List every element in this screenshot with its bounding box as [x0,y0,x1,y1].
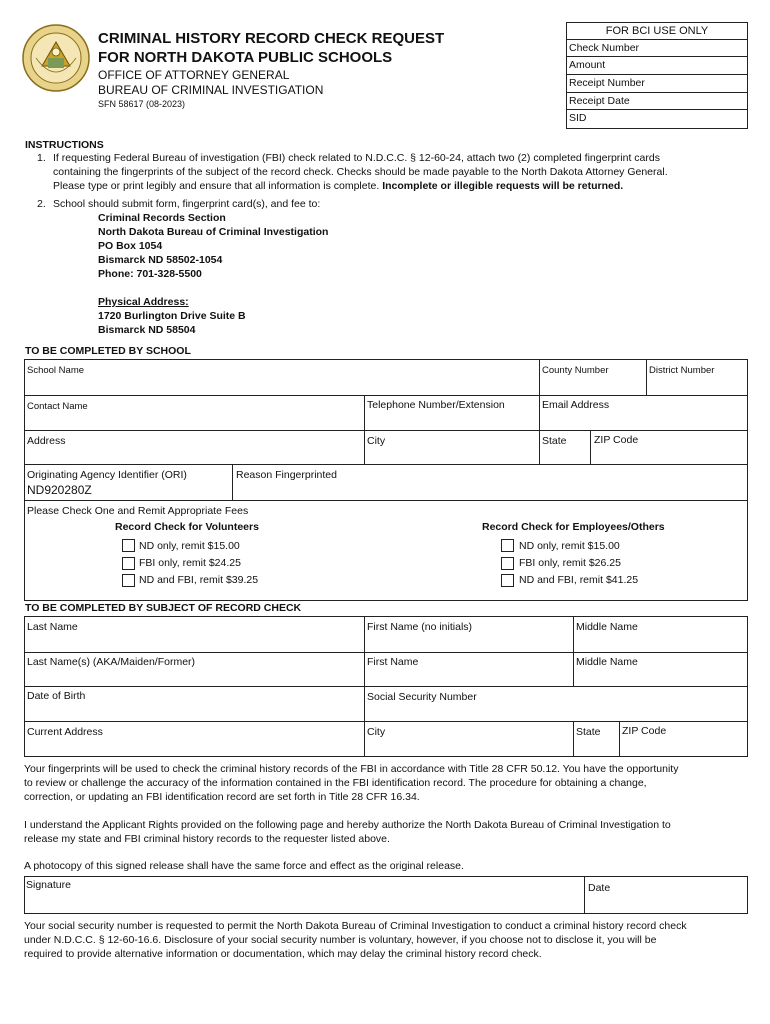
form-title-line1: CRIMINAL HISTORY RECORD CHECK REQUEST [98,30,445,47]
instruction-2-text: School should submit form, fingerprint card(s), and fee to: [53,198,321,210]
employee-nd-only-checkbox[interactable] [501,539,514,552]
school-state-field[interactable]: State [542,435,567,447]
employee-nd-fbi-label: ND and FBI, remit $41.25 [519,574,639,586]
ssn-notice-line3: required to provide alternative information or documentation, which may delay the criminal history record check. [24,948,542,960]
subject-section-heading: TO BE COMPLETED BY SUBJECT OF RECORD CHECK [25,602,302,614]
employees-heading: Record Check for Employees/Others [482,521,665,533]
bureau-name: BUREAU OF CRIMINAL INVESTIGATION [98,83,324,97]
county-number-field[interactable]: County Number [542,365,609,376]
fees-heading: Please Check One and Remit Appropriate Fees [27,505,249,517]
middle-name-field[interactable]: Middle Name [576,621,638,633]
date-field[interactable]: Date [588,882,611,894]
last-name-field[interactable]: Last Name [27,621,78,633]
form-title-line2: FOR NORTH DAKOTA PUBLIC SCHOOLS [98,49,393,66]
aka-middle-name-field[interactable]: Middle Name [576,656,638,668]
mail-address-line: North Dakota Bureau of Criminal Investigation [98,226,329,238]
ori-value[interactable]: ND920280Z [27,483,92,497]
volunteer-fbi-only-label: FBI only, remit $24.25 [139,557,241,569]
state-seal [22,22,90,94]
volunteer-nd-only-checkbox[interactable] [122,539,135,552]
volunteer-nd-fbi-checkbox[interactable] [122,574,135,587]
mail-address-line: Phone: 701-328-5500 [98,268,202,280]
bci-use-box [566,22,748,129]
fbi-notice-line1: Your fingerprints will be used to check the criminal history records of the FBI in accordance with Title 28 CFR 50.12. You have the opportunity [24,763,679,775]
contact-name-field[interactable]: Contact Name [27,401,88,412]
ssn-notice-line1: Your social security number is requested to permit the North Dakota Bureau of Criminal Investigation to conduct a criminal history record check [24,920,687,932]
volunteer-fbi-only-checkbox[interactable] [122,557,135,570]
physical-address-line: 1720 Burlington Drive Suite B [98,310,246,322]
fbi-notice-line3: correction, or updating an FBI identification record are set forth in Title 28 CFR 16.34. [24,791,420,803]
bci-box-title: FOR BCI USE ONLY [605,25,709,37]
ori-label: Originating Agency Identifier (ORI) [27,469,187,481]
signature-row [24,876,748,914]
school-address-field[interactable]: Address [27,435,66,447]
physical-address-line: Bismarck ND 58504 [98,324,196,336]
telephone-field[interactable]: Telephone Number/Extension [367,399,505,411]
subject-city-field[interactable]: City [367,726,386,738]
subject-state-field[interactable]: State [576,726,601,738]
email-field[interactable]: Email Address [542,399,610,411]
first-name-field[interactable]: First Name (no initials) [367,621,473,633]
authorization-line1: I understand the Applicant Rights provided on the following page and hereby authorize the North Dakota Bureau of Criminal Investigation to [24,819,671,831]
school-name-field[interactable]: School Name [27,365,85,376]
instruction-1-line2: containing the fingerprints of the subject of the record check. Checks should be made payable to the North Dakota Attorney General. [53,166,668,178]
mail-address-line: PO Box 1054 [98,240,163,252]
current-address-field[interactable]: Current Address [27,726,103,738]
school-table [24,359,748,601]
school-section-heading: TO BE COMPLETED BY SCHOOL [25,345,191,357]
school-zip-field[interactable]: ZIP Code [594,434,639,446]
authorization-line2: release my state and FBI criminal history records to the requester listed above. [24,833,390,845]
district-number-field[interactable]: District Number [649,365,715,376]
instruction-1-number: 1. [37,152,46,164]
instruction-1-bold: Incomplete or illegible requests will be returned. [382,180,624,192]
date-of-birth-field[interactable]: Date of Birth [27,690,86,702]
signature-field[interactable]: Signature [26,879,71,891]
instructions-heading: INSTRUCTIONS [25,139,104,151]
aka-first-name-field[interactable]: First Name [367,656,419,668]
form-number: SFN 58617 (08-2023) [98,99,186,109]
reason-fingerprinted-field[interactable]: Reason Fingerprinted [236,469,337,481]
mail-address-line: Bismarck ND 58502-1054 [98,254,223,266]
subject-table [24,616,748,757]
instruction-1-line3 [53,180,623,192]
volunteers-heading: Record Check for Volunteers [115,521,259,533]
fbi-notice-line2: to review or challenge the accuracy of the information contained in the FBI identification record. The procedure for obtaining a change, [24,777,647,789]
photocopy-notice: A photocopy of this signed release shall have the same force and effect as the original release. [24,860,464,872]
office-name: OFFICE OF ATTORNEY GENERAL [98,68,290,82]
school-city-field[interactable]: City [367,435,386,447]
physical-address-heading: Physical Address: [98,296,189,308]
bci-receipt-number: Receipt Number [569,77,645,89]
instruction-1-line1: If requesting Federal Bureau of investigation (FBI) check related to N.D.C.C. § 12-60-24, attach two (2) completed fingerprint cards [53,152,660,164]
ssn-notice-line2: under N.D.C.C. § 12-60-16.6. Disclosure of your social security number is voluntary, however, if you choose not to disclose it, you will be [24,934,657,946]
bci-sid: SID [569,112,587,124]
subject-zip-field[interactable]: ZIP Code [622,725,667,737]
employee-nd-only-label: ND only, remit $15.00 [519,540,620,552]
instruction-2-number: 2. [37,198,46,210]
aka-name-field[interactable]: Last Name(s) (AKA/Maiden/Former) [27,656,196,668]
employee-fbi-only-checkbox[interactable] [501,557,514,570]
mail-address-line: Criminal Records Section [98,212,226,224]
volunteer-nd-only-label: ND only, remit $15.00 [139,540,240,552]
instruction-1-line3-text: Please type or print legibly and ensure that all information is complete. [53,180,380,192]
bci-amount: Amount [569,59,606,71]
volunteer-nd-fbi-label: ND and FBI, remit $39.25 [139,574,259,586]
bci-receipt-date: Receipt Date [569,95,630,107]
bci-check-number: Check Number [569,42,640,54]
employee-fbi-only-label: FBI only, remit $26.25 [519,557,621,569]
employee-nd-fbi-checkbox[interactable] [501,574,514,587]
ssn-field[interactable]: Social Security Number [367,691,477,703]
